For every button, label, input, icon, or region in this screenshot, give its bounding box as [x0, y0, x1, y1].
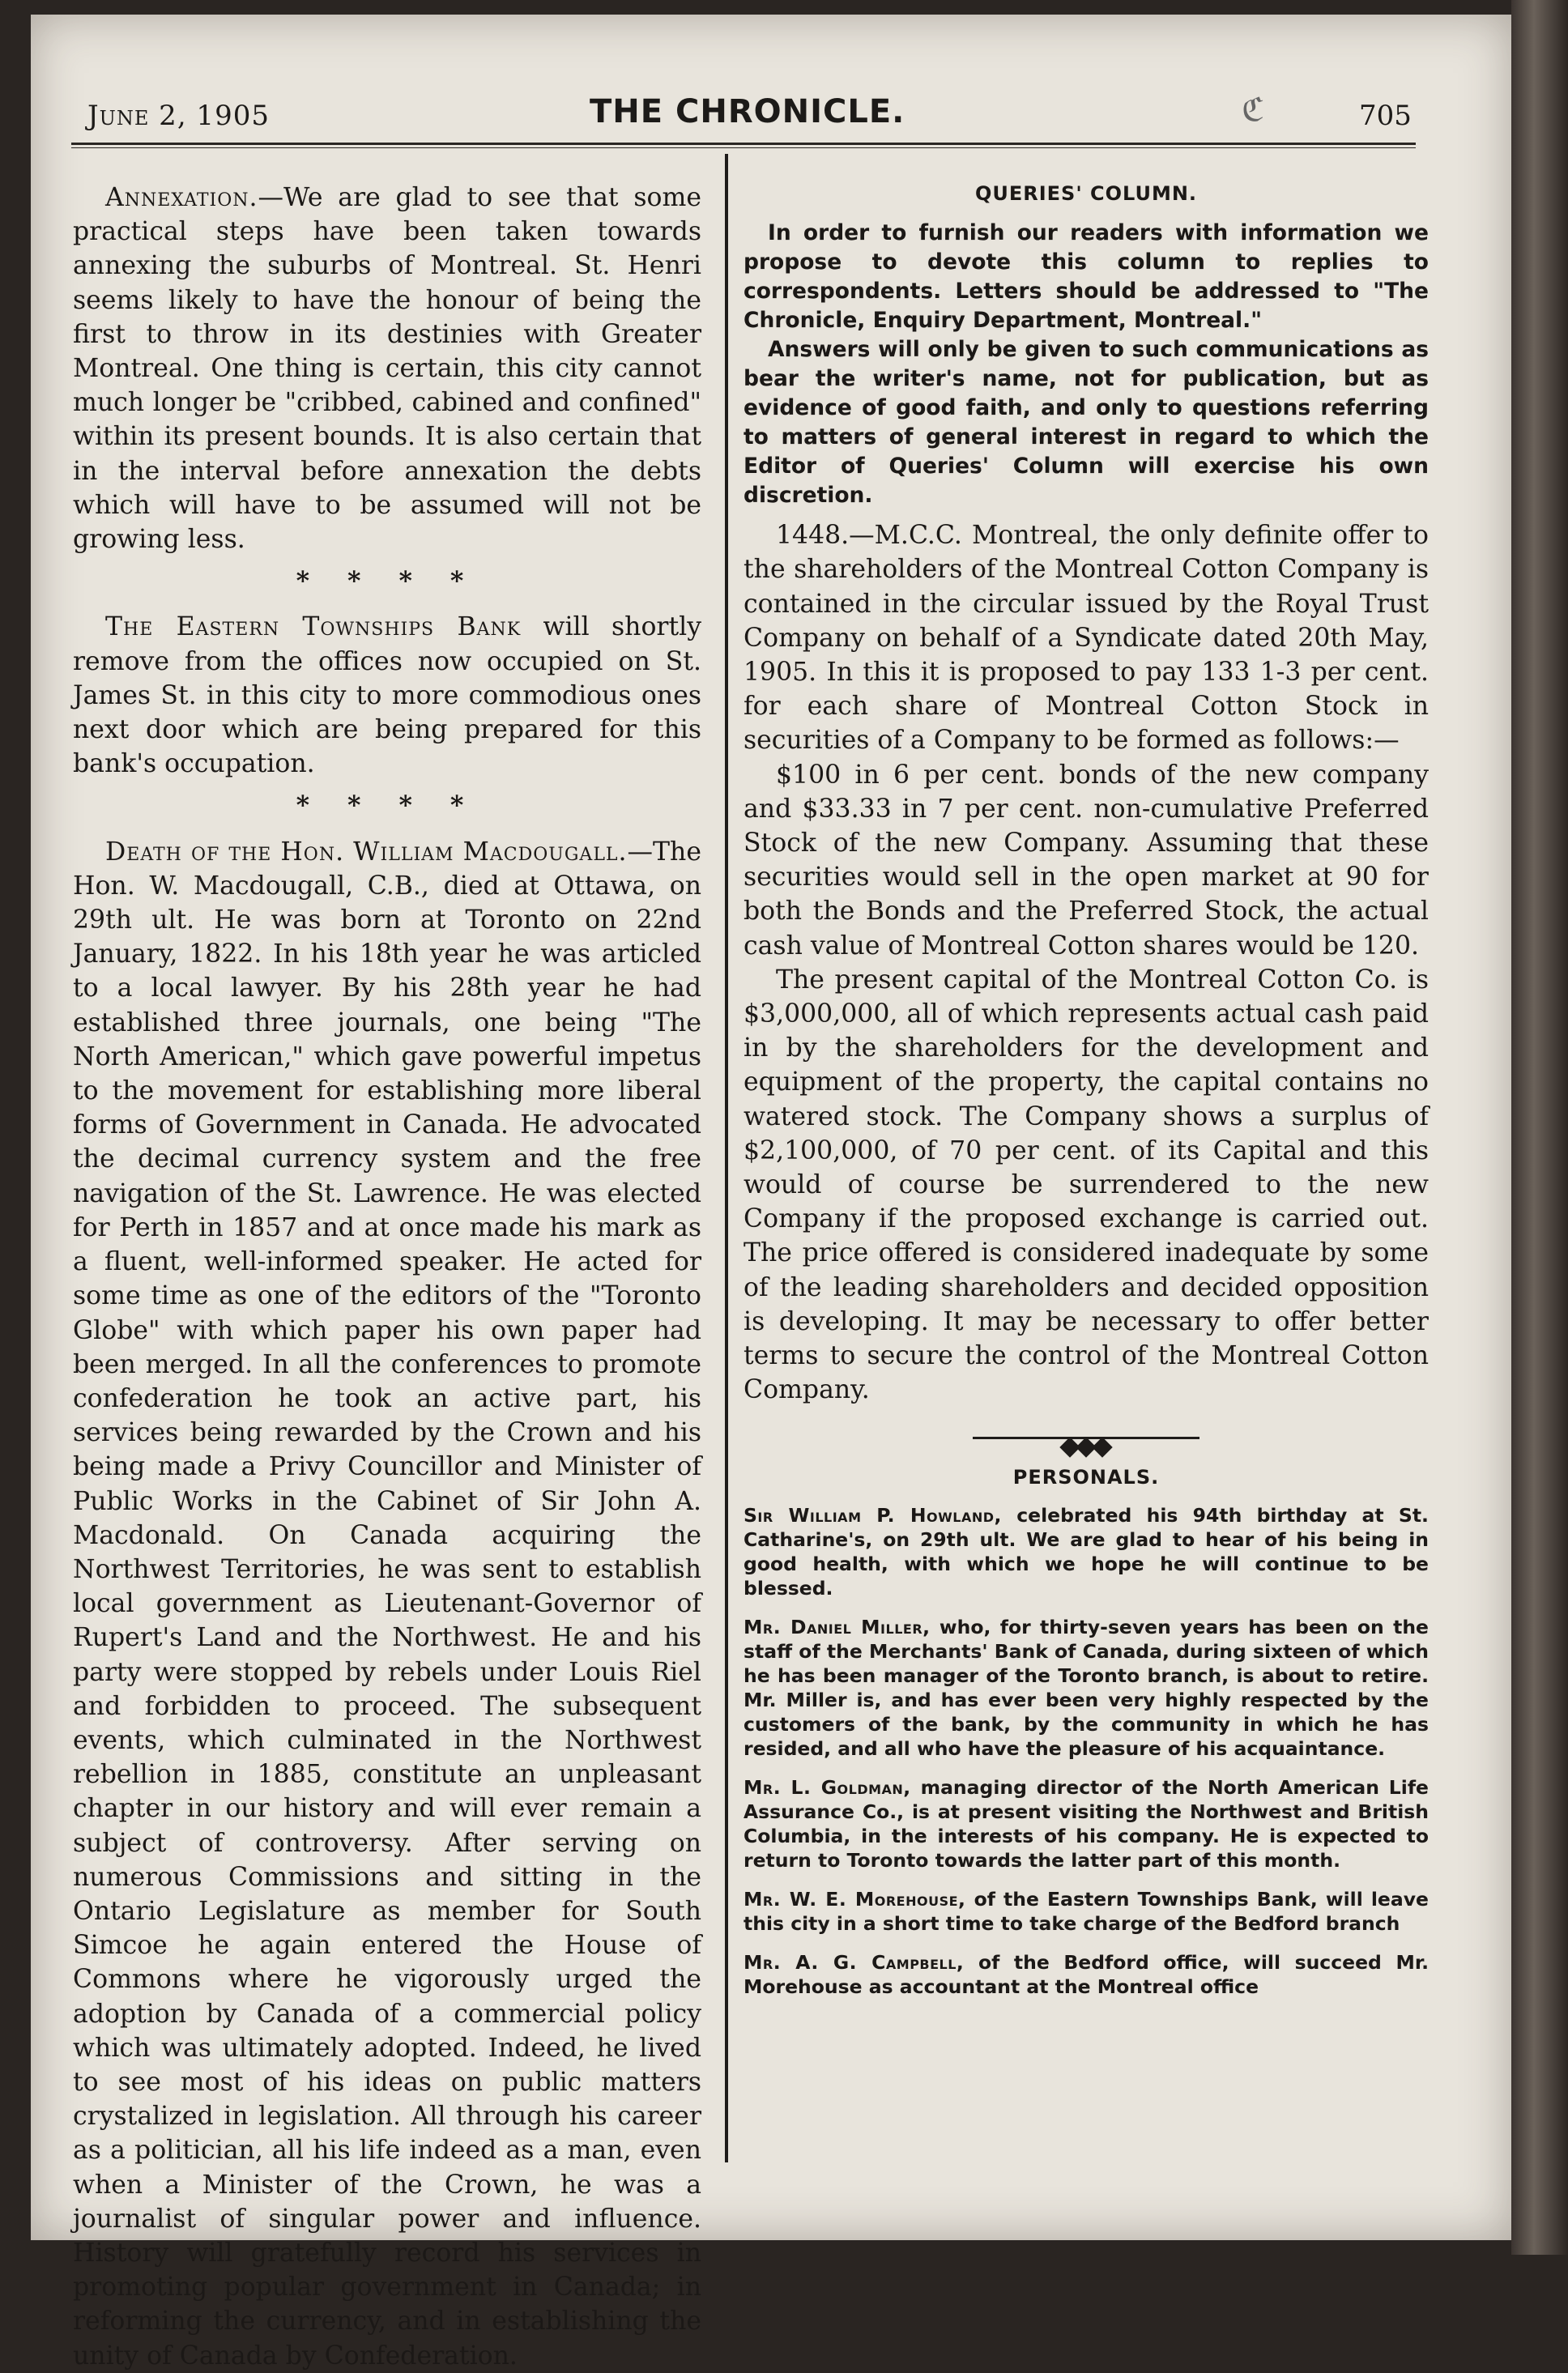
annexation-text: —We are glad to see that some practical steps have been taken towards annexing the suburbs of Montreal. St. Henri seems likely to have the honour of being the first to throw in its destinies with Greater Montreal. One thing is certain, this city cannot much longer be "cribbed, cabined and confined" within its present bounds. It is also certain that in the interval before annexation the debts which will have to be assumed will not be growing less. [73, 183, 701, 555]
right-column [744, 177, 1429, 2013]
section-separator: * * * * [296, 790, 479, 821]
queries-title: QUERIES' COLUMN. [974, 182, 1198, 205]
personal-item [744, 1503, 1429, 1600]
personal-item [744, 1775, 1429, 1872]
column-divider [725, 154, 728, 2162]
personals-list [744, 1503, 1429, 1999]
page-number: 705 [1359, 100, 1412, 132]
section-separator: * * * * [296, 566, 479, 597]
personal-name: Mr. W. E. Morehouse, [744, 1887, 966, 1911]
macdougall-lead: Death of the Hon. William Macdougall. [105, 837, 628, 867]
personals-title: PERSONALS. [1012, 1466, 1160, 1489]
personal-text: of the Eastern Townships Bank, will leave this city in a short time to take charge of the Bedford branch [744, 1887, 1429, 1935]
binding-edge [1511, 0, 1568, 2255]
newspaper-page [31, 15, 1511, 2371]
page-header [71, 75, 1416, 148]
personal-item [744, 1950, 1429, 1999]
ornament-diamonds [1062, 1429, 1110, 1446]
eastern-townships-text: will shortly remove from the offices now occupied on St. James St. in this city to more commodious ones next door which are being prepared for this bank's occupation. [73, 612, 701, 779]
left-column [73, 181, 701, 2373]
queries-intro [744, 219, 1429, 510]
personal-name: Mr. Daniel Miller, [744, 1615, 931, 1638]
personal-name: Mr. A. G. Campbell, [744, 1950, 965, 1974]
personal-text: who, for thirty-seven years has been on the staff of the Merchants' Bank of Canada, during sixteen of which he has been manager of the Toronto branch, is about to retire. Mr. Miller is, and has ever been very highly respected by the customers of the bank, by the community in which he has resided, and all who have the pleasure of his acquaintance. [744, 1615, 1429, 1760]
personal-text: of the Bedford office, will succeed Mr. Morehouse as accountant at the Montreal office [744, 1950, 1429, 1998]
personal-name: Sir William P. Howland, [744, 1503, 1002, 1527]
eastern-townships-paragraph [73, 610, 701, 781]
annexation-lead: Annexation. [105, 183, 258, 212]
header-rule [71, 143, 1416, 148]
personal-text: managing director of the North American Life Assurance Co., is at present visiting the Northwest and British Columbia, in the interests of his company. He is expected to return to Toronto towards the latter part of this month. [744, 1775, 1429, 1872]
answer-paragraph: 1448.—M.C.C. Montreal, the only definite offer to the shareholders of the Montreal Cotton Company is contained in the circular issued by the Royal Trust Company on behalf of a Syndicate dated 20th May, 1905. In this it is proposed to pay 133 1-3 per cent. for each share of Montreal Cotton Stock in securities of a Company to be formed as follows:— [744, 521, 1429, 756]
personal-item [744, 1615, 1429, 1761]
answer-paragraph: $100 in 6 per cent. bonds of the new company and $33.33 in 7 per cent. non-cumulative Preferred Stock of the new Company. Assuming that these securities would sell in the open market at 90 for both the Bonds and the Preferred Stock, the actual cash value of Montreal Cotton shares would be 120. [744, 760, 1429, 961]
macdougall-paragraph [73, 835, 701, 2373]
macdougall-text: —The Hon. W. Macdougall, C.B., died at Ottawa, on 29th ult. He was born at Toronto on 22nd January, 1822. In his 18th year he was articled to a local lawyer. By his 28th year he had established three journals, one being "The North American," which gave powerful impetus to the movement for establishing more liberal forms of Government in Canada. He advocated the decimal currency system and the free navigation of the St. Lawrence. He was elected for Perth in 1857 and at once made his mark as a fluent, well-informed speaker. He acted for some time as one of the editors of the "Toronto Globe" with which paper his own paper had been merged. In all the conferences to promote confederation he took an active part, his services being rewarded by the Crown and his being made a Privy Councillor and Minister of Public Works in the Cabinet of Sir John A. Macdonald. On Canada acquiring the Northwest Territories, he was sent to establish local government as Lieutenant-Governor of Rupert's Land and the Northwest. He and his party were stopped by rebels under Louis Riel and forbidden to proceed. The subsequent events, which culminated in the Northwest rebellion in 1885, constitute an unpleasant chapter in our history and will ever remain a subject of controversy. After serving on numerous Commissions and sitting in the Ontario Legislature as member for South Simcoe he again entered the House of Commons where he vigorously urged the adoption by Canada of a commercial policy which was ultimately adopted. Indeed, he lived to see most of his ideas on public matters crystalized in legislation. All through his career as a politician, all his life indeed as a man, even when a Minister of the Crown, he was a journalist of singular power and influence. History will gratefully record his services in promoting popular government in Canada; in reforming the currency, and in establishing the unity of Canada by Confederation. [73, 837, 701, 2371]
queries-intro-paragraph: In order to furnish our readers with information we propose to devote this column to replies to correspondents. Letters should be addressed to "The Chronicle, Enquiry Department, Montreal." [744, 220, 1429, 334]
answer-paragraph: The present capital of the Montreal Cotton Co. is $3,000,000, all of which represents actual cash paid in by the shareholders for the development and equipment of the property, the capital contains no watered stock. The Company shows a surplus of $2,100,000, of 70 per cent. of its Capital and this would of course be surrendered to the new Company if the proposed exchange is carried out. The price offered is considered inadequate by some of the leading shareholders and decided opposition is developing. It may be necessary to offer better terms to secure the control of the Montreal Cotton Company. [744, 965, 1429, 1405]
queries-intro-paragraph: Answers will only be given to such communications as bear the writer's name, not for publication, but as evidence of good faith, and only to questions referring to matters of general interest in regard to which the Editor of Queries' Column will exercise his own discretion. [744, 337, 1429, 509]
personal-item [744, 1887, 1429, 1936]
eastern-townships-lead: The Eastern Townships Bank [105, 612, 522, 642]
ornament-divider [973, 1429, 1199, 1446]
annexation-paragraph [73, 181, 701, 556]
personal-name: Mr. L. Goldman, [744, 1775, 911, 1799]
personal-text: celebrated his 94th birthday at St. Catharine's, on 29th ult. We are glad to hear of his being in good health, with which we hope he will continue to be blessed. [744, 1503, 1429, 1600]
printer-mark: ℭ [1242, 92, 1265, 129]
header-date: June 2, 1905 [87, 100, 270, 132]
publication-title: THE CHRONICLE. [590, 93, 905, 130]
